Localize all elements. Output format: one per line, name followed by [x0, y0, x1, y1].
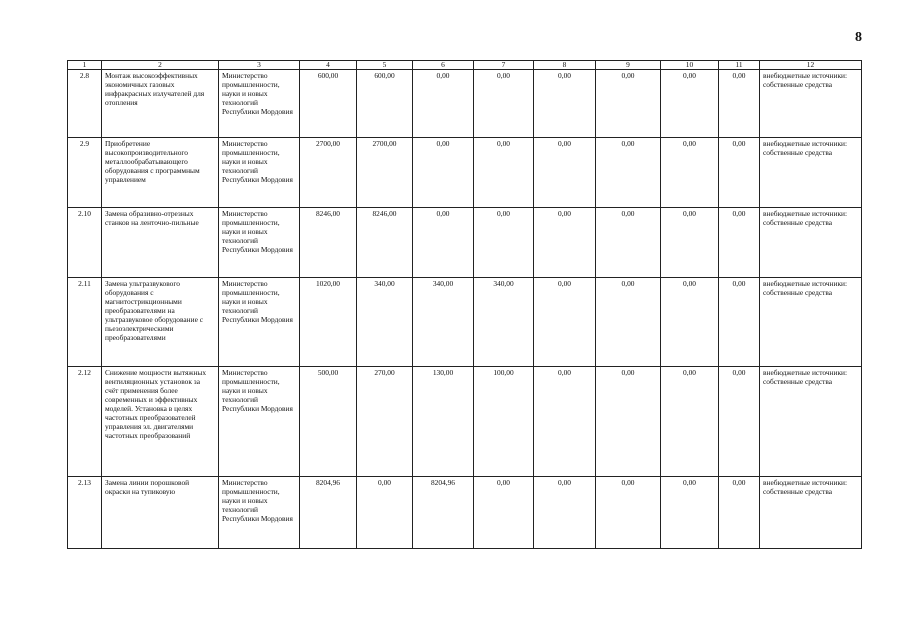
value-cell: 2700,00 — [300, 138, 357, 208]
row-number-cell: 2.13 — [68, 477, 102, 549]
value-cell: 0,00 — [661, 367, 719, 477]
value-cell: 0,00 — [719, 367, 760, 477]
measure-cell: Замена образивно-отрезных станков на ленточно-пильные — [102, 208, 219, 278]
measure-cell: Приобретение высокопроизводительного металлообрабатывающего оборудования с программным управлением — [102, 138, 219, 208]
value-cell: 0,00 — [413, 208, 474, 278]
value-cell: 0,00 — [357, 477, 413, 549]
measure-cell: Замена линии порошковой окраски на тупиковую — [102, 477, 219, 549]
table-row — [68, 208, 862, 278]
value-cell: 0,00 — [474, 208, 534, 278]
value-cell: 8246,00 — [300, 208, 357, 278]
value-cell: 0,00 — [534, 138, 596, 208]
value-cell: 8204,96 — [300, 477, 357, 549]
executor-cell: Министерство промышленности, науки и новых технологий Республики Мордовия — [219, 70, 300, 138]
value-cell: 500,00 — [300, 367, 357, 477]
value-cell: 0,00 — [661, 208, 719, 278]
value-cell: 0,00 — [534, 477, 596, 549]
executor-cell: Министерство промышленности, науки и новых технологий Республики Мордовия — [219, 138, 300, 208]
header-cell: 11 — [719, 61, 760, 70]
value-cell: 0,00 — [661, 70, 719, 138]
header-cell: 5 — [357, 61, 413, 70]
value-cell: 0,00 — [661, 278, 719, 367]
funding-source-cell: внебюджетные источники: собственные средства — [760, 208, 862, 278]
header-cell: 3 — [219, 61, 300, 70]
page-number: 8 — [855, 30, 862, 45]
header-cell: 9 — [596, 61, 661, 70]
value-cell: 600,00 — [357, 70, 413, 138]
row-number-cell: 2.8 — [68, 70, 102, 138]
value-cell: 0,00 — [596, 138, 661, 208]
value-cell: 130,00 — [413, 367, 474, 477]
header-cell: 10 — [661, 61, 719, 70]
value-cell: 0,00 — [413, 70, 474, 138]
value-cell: 0,00 — [596, 208, 661, 278]
value-cell: 600,00 — [300, 70, 357, 138]
value-cell: 8204,96 — [413, 477, 474, 549]
measure-cell: Снижение мощности вытяжных вентиляционных установок за счёт применения более современных и эффективных моделей. Установка в целях частотных преобразователей управления эл. двигателями частотных преобразований — [102, 367, 219, 477]
funding-source-cell: внебюджетные источники: собственные средства — [760, 70, 862, 138]
header-cell: 4 — [300, 61, 357, 70]
header-cell: 8 — [534, 61, 596, 70]
table-row — [68, 278, 862, 367]
funding-source-cell: внебюджетные источники: собственные средства — [760, 278, 862, 367]
table-row — [68, 138, 862, 208]
value-cell: 0,00 — [534, 70, 596, 138]
header-cell: 7 — [474, 61, 534, 70]
value-cell: 340,00 — [357, 278, 413, 367]
measures-table — [67, 60, 862, 549]
value-cell: 0,00 — [474, 477, 534, 549]
executor-cell: Министерство промышленности, науки и новых технологий Республики Мордовия — [219, 477, 300, 549]
table-header-row — [68, 61, 862, 70]
value-cell: 0,00 — [534, 278, 596, 367]
value-cell: 0,00 — [719, 138, 760, 208]
funding-source-cell: внебюджетные источники: собственные средства — [760, 367, 862, 477]
value-cell: 0,00 — [413, 138, 474, 208]
row-number-cell: 2.9 — [68, 138, 102, 208]
executor-cell: Министерство промышленности, науки и новых технологий Республики Мордовия — [219, 208, 300, 278]
value-cell: 0,00 — [474, 138, 534, 208]
table-row — [68, 70, 862, 138]
table-row — [68, 367, 862, 477]
header-cell: 2 — [102, 61, 219, 70]
value-cell: 8246,00 — [357, 208, 413, 278]
row-number-cell: 2.11 — [68, 278, 102, 367]
executor-cell: Министерство промышленности, науки и новых технологий Республики Мордовия — [219, 278, 300, 367]
value-cell: 2700,00 — [357, 138, 413, 208]
measure-cell: Замена ультразвукового оборудования с магнитострикционными преобразователями на ультразвуковое оборудование с пьезоэлектрическими преобразователями — [102, 278, 219, 367]
value-cell: 0,00 — [596, 278, 661, 367]
row-number-cell: 2.12 — [68, 367, 102, 477]
value-cell: 0,00 — [534, 367, 596, 477]
value-cell: 340,00 — [413, 278, 474, 367]
value-cell: 0,00 — [534, 208, 596, 278]
measure-cell: Монтаж высокоэффективных экономичных газовых инфракрасных излучателей для отопления — [102, 70, 219, 138]
value-cell: 100,00 — [474, 367, 534, 477]
value-cell: 0,00 — [719, 70, 760, 138]
header-cell: 12 — [760, 61, 862, 70]
value-cell: 0,00 — [596, 367, 661, 477]
header-cell: 1 — [68, 61, 102, 70]
value-cell: 0,00 — [719, 477, 760, 549]
executor-cell: Министерство промышленности, науки и новых технологий Республики Мордовия — [219, 367, 300, 477]
funding-source-cell: внебюджетные источники: собственные средства — [760, 477, 862, 549]
value-cell: 0,00 — [661, 477, 719, 549]
value-cell: 1020,00 — [300, 278, 357, 367]
row-number-cell: 2.10 — [68, 208, 102, 278]
value-cell: 0,00 — [719, 208, 760, 278]
table-row — [68, 477, 862, 549]
value-cell: 270,00 — [357, 367, 413, 477]
header-cell: 6 — [413, 61, 474, 70]
value-cell: 0,00 — [596, 70, 661, 138]
value-cell: 0,00 — [719, 278, 760, 367]
value-cell: 0,00 — [661, 138, 719, 208]
value-cell: 340,00 — [474, 278, 534, 367]
funding-source-cell: внебюджетные источники: собственные средства — [760, 138, 862, 208]
value-cell: 0,00 — [474, 70, 534, 138]
value-cell: 0,00 — [596, 477, 661, 549]
